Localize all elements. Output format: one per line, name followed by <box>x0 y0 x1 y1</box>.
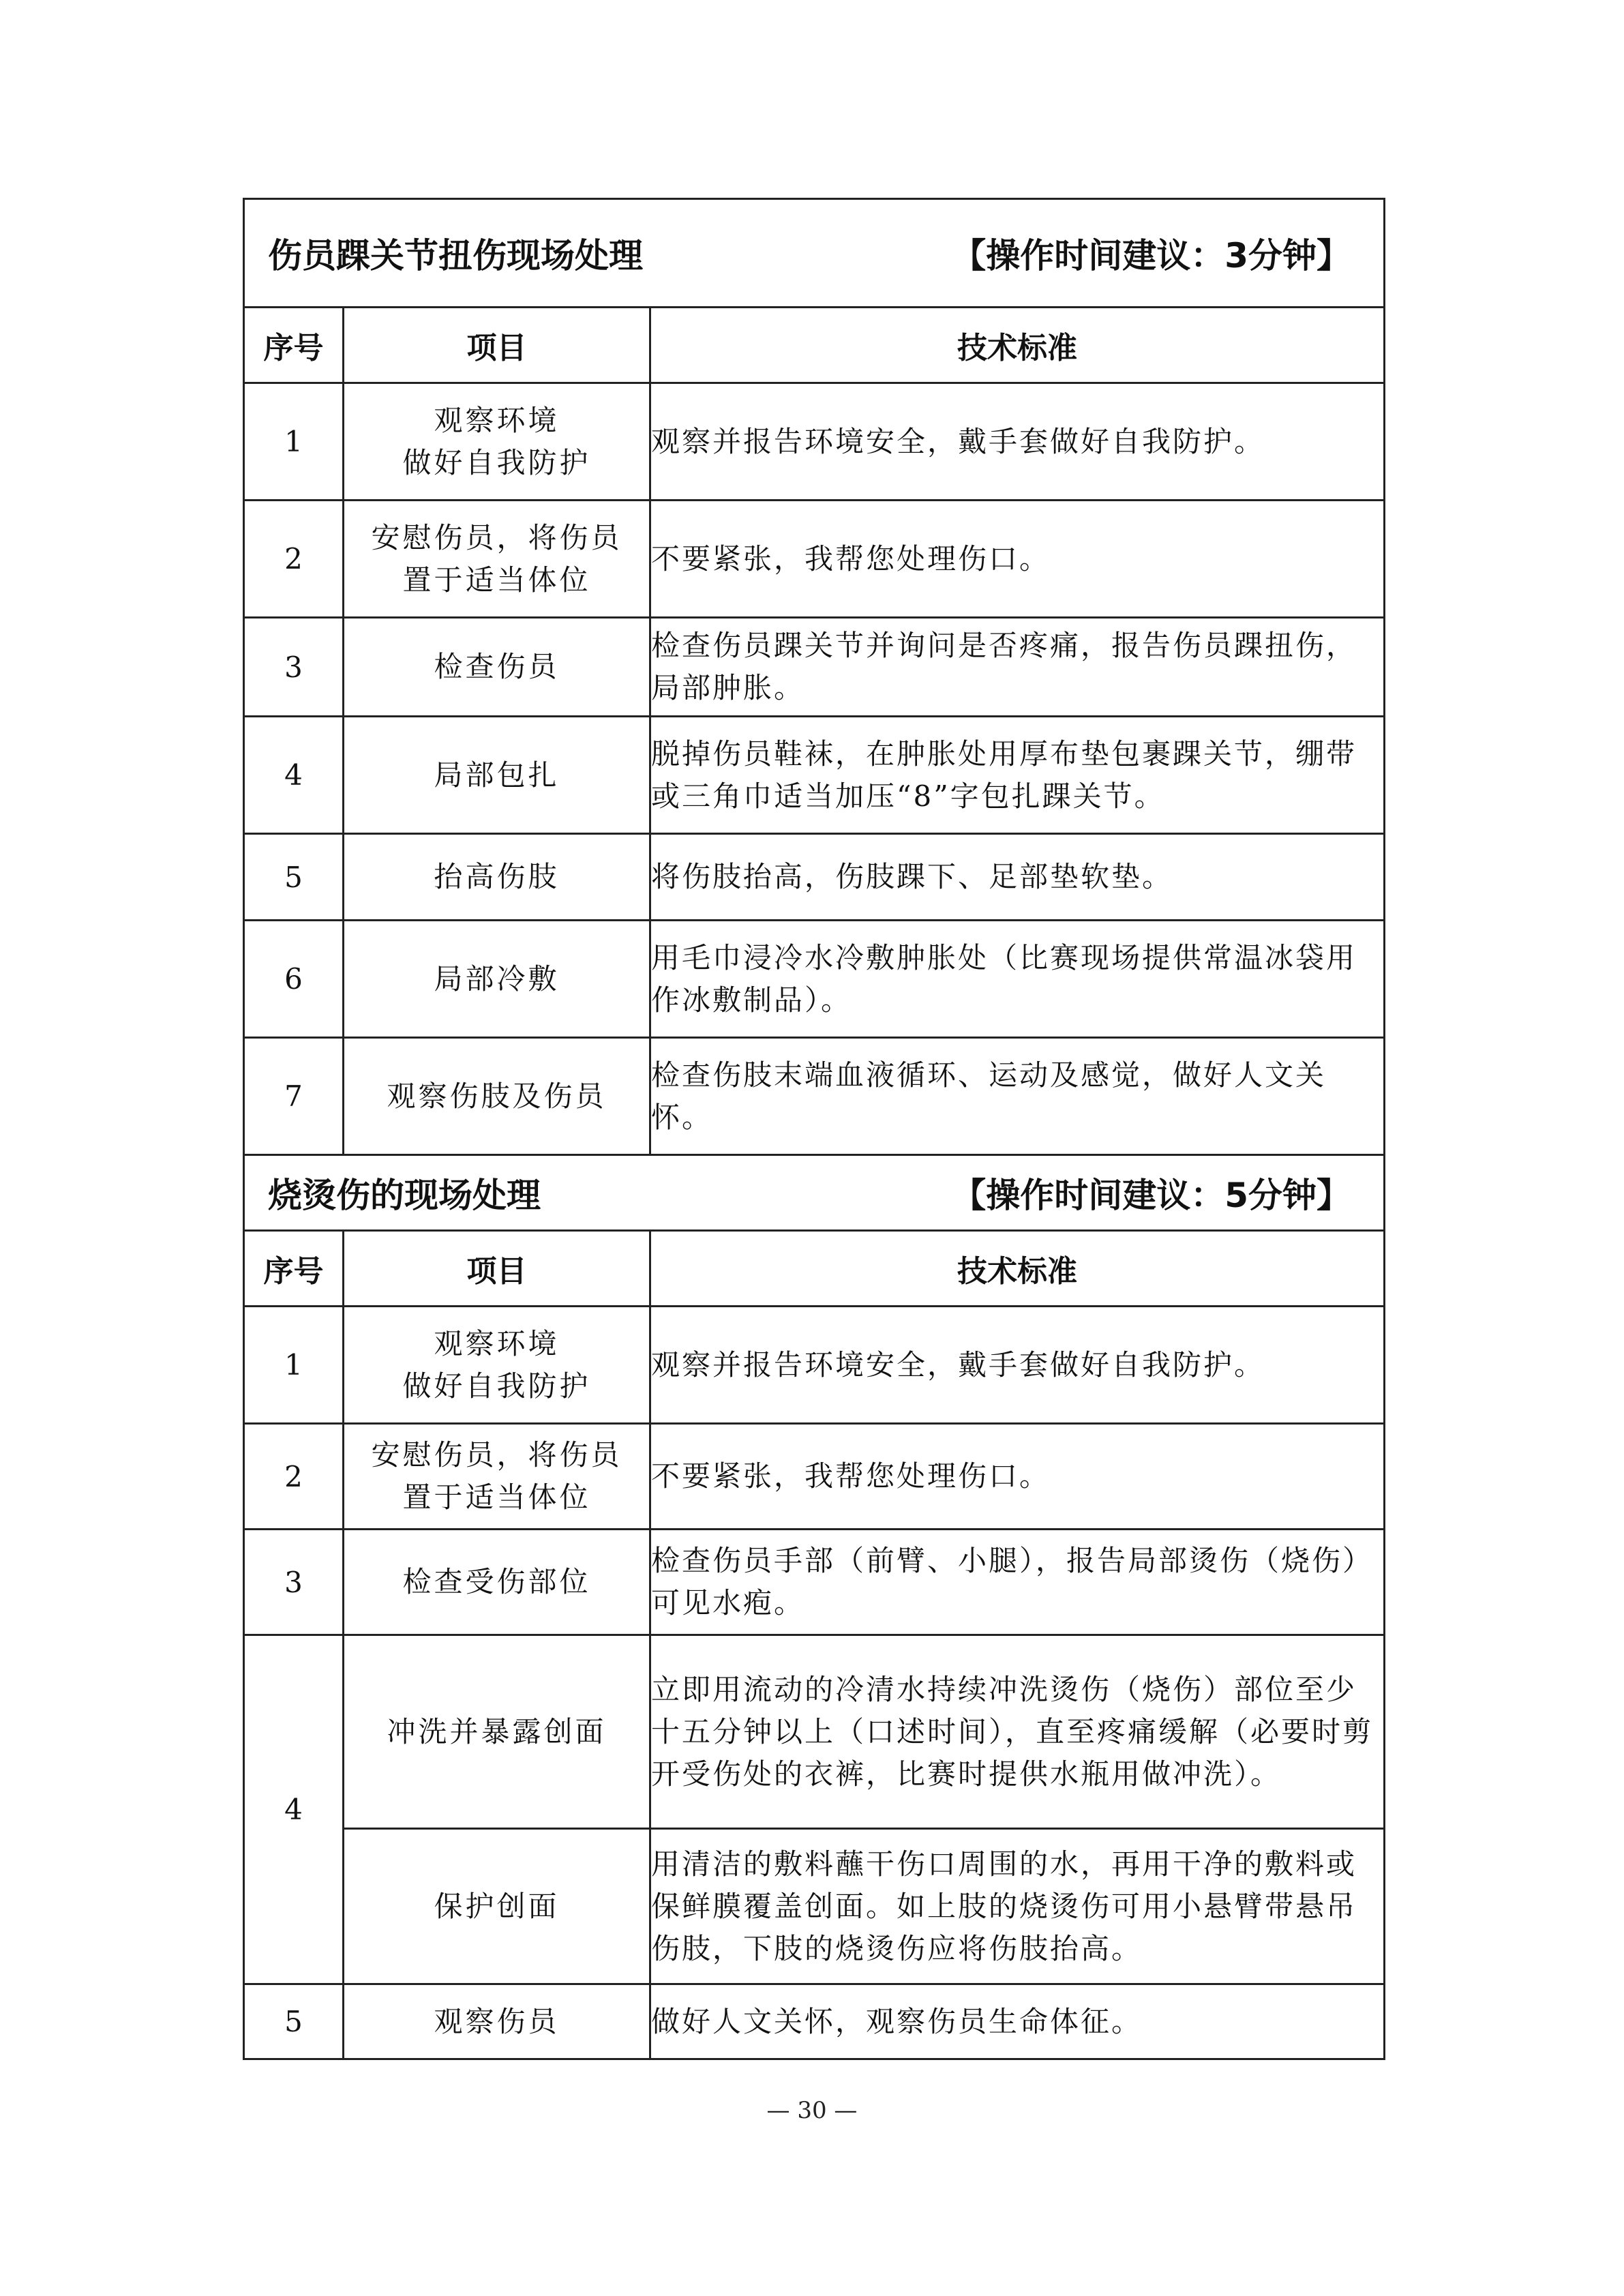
row-item: 观察环境 做好自我防护 <box>344 1307 650 1424</box>
row-standard: 用清洁的敷料蘸干伤口周围的水，再用干净的敷料或保鲜膜覆盖创面。如上肢的烧烫伤可用小悬臂带悬吊伤肢，下肢的烧烫伤应将伤肢抬高。 <box>650 1829 1385 1984</box>
row-number: 5 <box>244 834 344 921</box>
row-number: 2 <box>244 501 344 618</box>
row-standard: 检查伤肢末端血液循环、运动及感觉，做好人文关怀。 <box>650 1038 1385 1155</box>
procedure-table <box>243 198 1385 2060</box>
page-number: — 30 — <box>766 2097 858 2124</box>
header-standard: 技术标准 <box>650 1231 1385 1307</box>
header-item: 项目 <box>344 308 650 383</box>
row-standard: 观察并报告环境安全，戴手套做好自我防护。 <box>650 1307 1385 1424</box>
section1-header-row <box>244 308 1385 383</box>
row-number: 1 <box>244 1307 344 1424</box>
row-item: 检查伤员 <box>344 618 650 717</box>
row-number: 4 <box>244 1635 344 1984</box>
row-item: 抬高伤肢 <box>344 834 650 921</box>
header-no: 序号 <box>244 1231 344 1307</box>
table-row <box>244 1984 1385 2059</box>
table-row <box>244 1635 1385 1829</box>
section2-time: 【操作时间建议：5分钟】 <box>952 1176 1351 1215</box>
row-item: 检查受伤部位 <box>344 1530 650 1635</box>
section1-title: 伤员踝关节扭伤现场处理 <box>268 236 643 275</box>
row-number: 5 <box>244 1984 344 2059</box>
table-row <box>244 1829 1385 1984</box>
row-item: 观察伤肢及伤员 <box>344 1038 650 1155</box>
row-item: 局部冷敷 <box>344 921 650 1038</box>
table-row <box>244 1530 1385 1635</box>
row-item: 安慰伤员，将伤员 置于适当体位 <box>344 501 650 618</box>
section1-time: 【操作时间建议：3分钟】 <box>952 236 1351 275</box>
row-number: 2 <box>244 1424 344 1530</box>
row-standard: 脱掉伤员鞋袜，在肿胀处用厚布垫包裹踝关节，绷带或三角巾适当加压“8”字包扎踝关节。 <box>650 717 1385 834</box>
row-standard: 将伤肢抬高，伤肢踝下、足部垫软垫。 <box>650 834 1385 921</box>
row-item: 局部包扎 <box>344 717 650 834</box>
row-item: 保护创面 <box>344 1829 650 1984</box>
row-standard: 做好人文关怀，观察伤员生命体征。 <box>650 1984 1385 2059</box>
row-number: 1 <box>244 383 344 501</box>
table-row <box>244 618 1385 717</box>
section2-title-row <box>244 1155 1385 1231</box>
row-item: 观察环境 做好自我防护 <box>344 383 650 501</box>
table-row <box>244 1038 1385 1155</box>
header-item: 项目 <box>344 1231 650 1307</box>
row-number: 3 <box>244 618 344 717</box>
row-number: 7 <box>244 1038 344 1155</box>
row-standard: 不要紧张，我帮您处理伤口。 <box>650 501 1385 618</box>
row-standard: 用毛巾浸冷水冷敷肿胀处（比赛现场提供常温冰袋用作冰敷制品）。 <box>650 921 1385 1038</box>
section2-header-row <box>244 1231 1385 1307</box>
row-standard: 立即用流动的冷清水持续冲洗烫伤（烧伤）部位至少十五分钟以上（口述时间），直至疼痛缓解（必要时剪开受伤处的衣裤，比赛时提供水瓶用做冲洗）。 <box>650 1635 1385 1829</box>
row-number: 4 <box>244 717 344 834</box>
row-number: 6 <box>244 921 344 1038</box>
row-standard: 检查伤员踝关节并询问是否疼痛，报告伤员踝扭伤，局部肿胀。 <box>650 618 1385 717</box>
section2-title: 烧烫伤的现场处理 <box>268 1176 541 1215</box>
row-item: 冲洗并暴露创面 <box>344 1635 650 1829</box>
table-row <box>244 921 1385 1038</box>
header-standard: 技术标准 <box>650 308 1385 383</box>
table-row <box>244 1307 1385 1424</box>
table-row <box>244 1424 1385 1530</box>
row-number: 3 <box>244 1530 344 1635</box>
header-no: 序号 <box>244 308 344 383</box>
row-item: 观察伤员 <box>344 1984 650 2059</box>
row-standard: 观察并报告环境安全，戴手套做好自我防护。 <box>650 383 1385 501</box>
table-row <box>244 834 1385 921</box>
row-item: 安慰伤员，将伤员 置于适当体位 <box>344 1424 650 1530</box>
row-standard: 检查伤员手部（前臂、小腿），报告局部烫伤（烧伤）可见水疱。 <box>650 1530 1385 1635</box>
table-row <box>244 383 1385 501</box>
row-standard: 不要紧张，我帮您处理伤口。 <box>650 1424 1385 1530</box>
table-row <box>244 717 1385 834</box>
section1-title-row <box>244 199 1385 308</box>
table-row <box>244 501 1385 618</box>
